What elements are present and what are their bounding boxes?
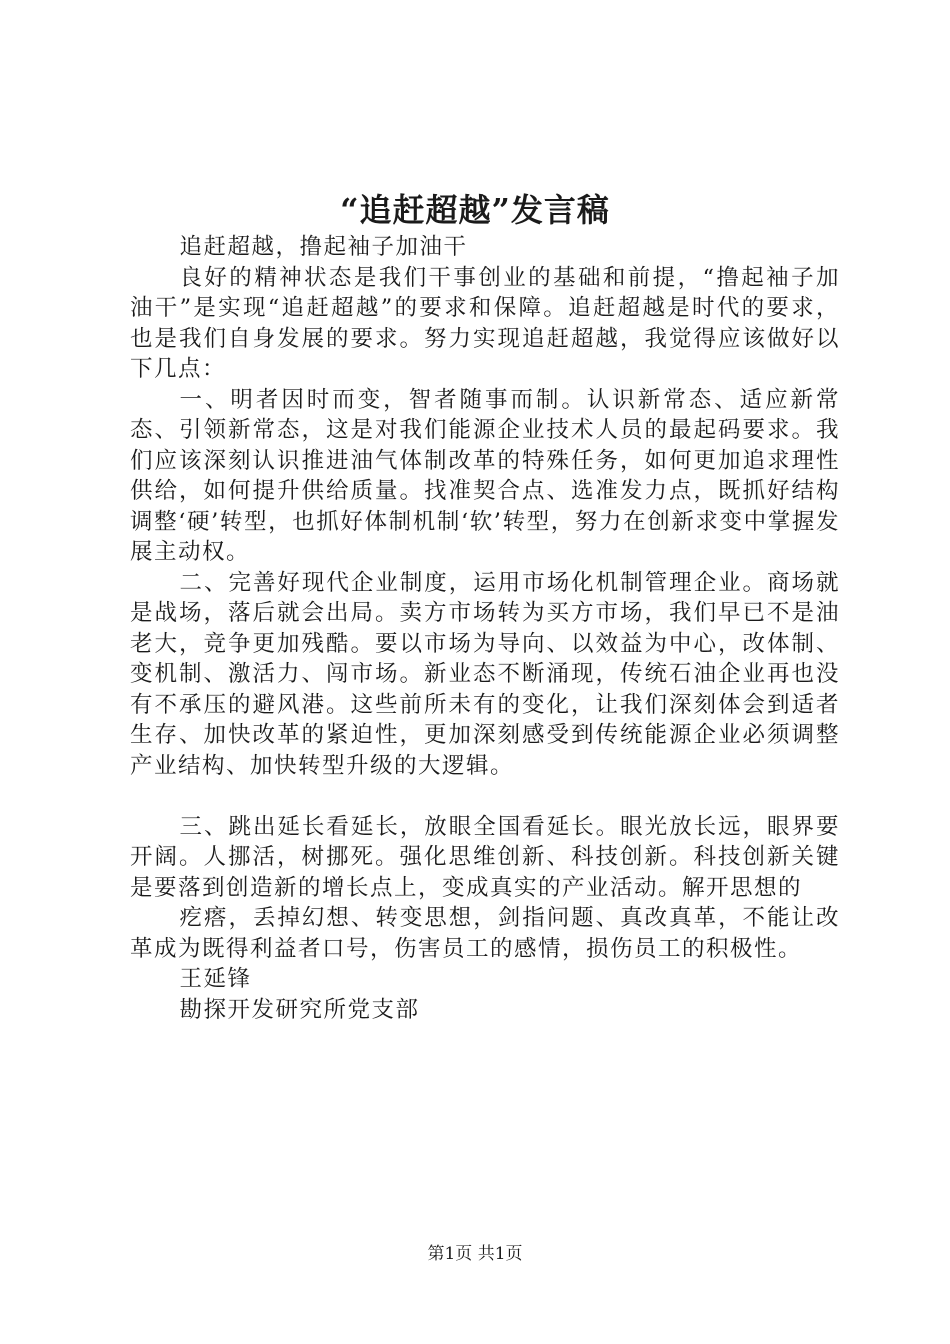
page-footer: 第1页 共1页: [427, 1244, 523, 1264]
point-two-paragraph: 二、完善好现代企业制度，运用市场化机制管理企业。商场就是战场，落后就会出局。卖方市场转为买方市场，我们早已不是油老大，竞争更加残酷。要以市场为导向、以效益为中心，改体制、变机制、激活力、闯市场。新业态不断涌现，传统石油企业再也没有不承压的避风港。这些前所未有的变化，让我们深刻体会到适者生存、加快改革的紧迫性，更加深刻感受到传统能源企业必须调整产业结构、加快转型升级的大逻辑。: [130, 569, 840, 779]
author-name: 王延锋: [179, 966, 252, 992]
point-one-paragraph: 一、明者因时而变，智者随事而制。认识新常态、适应新常态、引领新常态，这是对我们能源企业技术人员的最起码要求。我们应该深刻认识推进油气体制改革的特殊任务，如何更加追求理性供给，如何提升供给质量。找准契合点、选准发力点，既抓好结构调整‘硬’转型，也抓好体制机制‘软’转型，努力在创新求变中掌握发展主动权。: [130, 386, 840, 565]
continuation-paragraph: 疙瘩，丢掉幻想、转变思想，剑指问题、真改真革，不能让改革成为既得利益者口号，伤害员工的感情，损伤员工的积极性。: [130, 905, 840, 962]
point-three-paragraph: 三、跳出延长看延长，放眼全国看延长。眼光放长远，眼界要开阔。人挪活，树挪死。强化思维创新、科技创新。科技创新关键是要落到创造新的增长点上，变成真实的产业活动。解开思想的: [130, 813, 840, 901]
blank-line: [130, 781, 840, 812]
document-title: “追赶超越”发言稿: [340, 191, 610, 229]
document-body: [130, 232, 840, 1025]
intro-paragraph: 良好的精神状态是我们干事创业的基础和前提，“撸起袖子加油干”是实现“追赶超越”的要求和保障。追赶超越是时代的要求，也是我们自身发展的要求。努力实现追赶超越，我觉得应该做好以下几点：: [130, 264, 840, 382]
subtitle-paragraph: 追赶超越，撸起袖子加油干: [179, 234, 468, 260]
author-organization: 勘探开发研究所党支部: [179, 996, 420, 1023]
